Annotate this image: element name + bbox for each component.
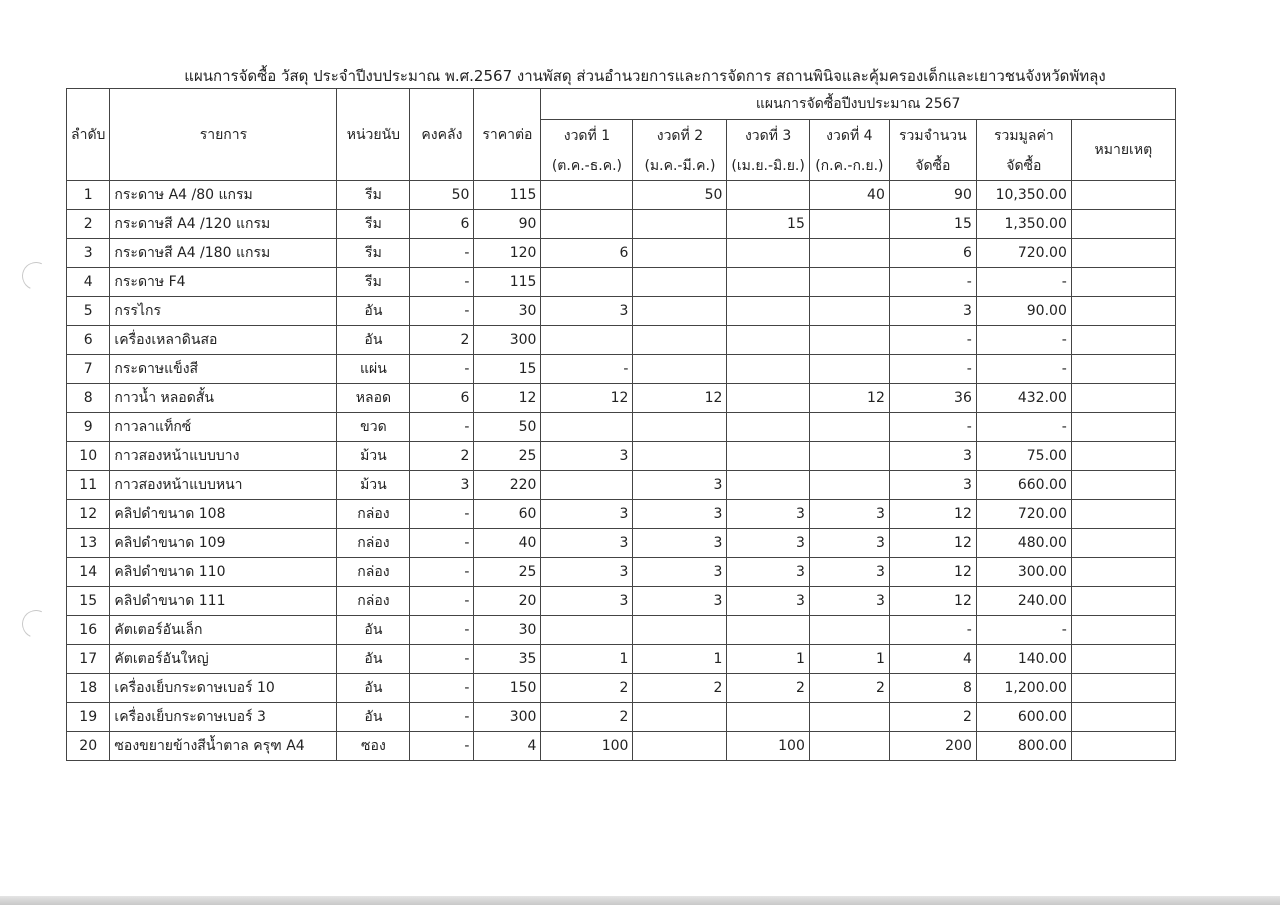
row-q1: 3: [541, 587, 633, 616]
table-row: [67, 558, 1176, 587]
row-stock: -: [410, 558, 474, 587]
row-price: 30: [474, 297, 541, 326]
row-total-qty: 15: [889, 210, 976, 239]
table-row: [67, 529, 1176, 558]
row-unit: อัน: [337, 297, 410, 326]
row-unit: รีม: [337, 268, 410, 297]
row-stock: -: [410, 645, 474, 674]
table-row: [67, 645, 1176, 674]
row-q4: 2: [809, 674, 889, 703]
row-stock: 3: [410, 471, 474, 500]
row-q2: 2: [633, 674, 727, 703]
row-q2: [633, 703, 727, 732]
row-total-value: 720.00: [976, 239, 1071, 268]
row-q4: [809, 210, 889, 239]
row-item: กระดาษ A4 /80 แกรม: [110, 181, 337, 210]
row-stock: -: [410, 732, 474, 761]
row-q1: [541, 616, 633, 645]
row-total-qty: 8: [889, 674, 976, 703]
row-stock: 2: [410, 442, 474, 471]
row-unit: กล่อง: [337, 587, 410, 616]
table-row: [67, 732, 1176, 761]
header-total-value-2: จัดซื้อ: [976, 152, 1071, 181]
row-q3: [727, 326, 809, 355]
row-remark: [1071, 413, 1175, 442]
table-row: [67, 297, 1176, 326]
row-q2: [633, 732, 727, 761]
row-price: 60: [474, 500, 541, 529]
row-q1: 3: [541, 500, 633, 529]
row-q4: 12: [809, 384, 889, 413]
header-total-qty: รวมจำนวน: [889, 120, 976, 153]
row-item: กาวสองหน้าแบบหนา: [110, 471, 337, 500]
row-price: 25: [474, 558, 541, 587]
row-stock: 50: [410, 181, 474, 210]
table-row: [67, 442, 1176, 471]
row-q3: 3: [727, 587, 809, 616]
row-total-value: 1,200.00: [976, 674, 1071, 703]
row-unit: ซอง: [337, 732, 410, 761]
row-q4: [809, 297, 889, 326]
row-q2: [633, 355, 727, 384]
row-no: 9: [67, 413, 110, 442]
row-remark: [1071, 239, 1175, 268]
row-q2: 12: [633, 384, 727, 413]
row-q1: 3: [541, 558, 633, 587]
row-total-qty: 2: [889, 703, 976, 732]
header-q4: งวดที่ 4: [809, 120, 889, 153]
row-remark: [1071, 500, 1175, 529]
row-stock: 2: [410, 326, 474, 355]
row-no: 14: [67, 558, 110, 587]
row-unit: กล่อง: [337, 558, 410, 587]
row-price: 12: [474, 384, 541, 413]
row-q3: [727, 268, 809, 297]
row-no: 17: [67, 645, 110, 674]
row-q1: [541, 326, 633, 355]
header-no: ลำดับ: [67, 89, 110, 181]
table-row: [67, 268, 1176, 297]
row-total-value: 90.00: [976, 297, 1071, 326]
header-item: รายการ: [110, 89, 337, 181]
row-unit: อัน: [337, 616, 410, 645]
row-q4: [809, 703, 889, 732]
row-unit: รีม: [337, 239, 410, 268]
row-q1: [541, 268, 633, 297]
row-unit: อัน: [337, 674, 410, 703]
row-stock: -: [410, 413, 474, 442]
row-remark: [1071, 587, 1175, 616]
row-no: 3: [67, 239, 110, 268]
row-total-qty: 90: [889, 181, 976, 210]
row-no: 1: [67, 181, 110, 210]
row-item: กระดาษสี A4 /180 แกรม: [110, 239, 337, 268]
row-no: 12: [67, 500, 110, 529]
row-total-value: 660.00: [976, 471, 1071, 500]
row-price: 15: [474, 355, 541, 384]
row-total-value: 600.00: [976, 703, 1071, 732]
row-q2: [633, 210, 727, 239]
row-remark: [1071, 703, 1175, 732]
header-unit: หน่วยนับ: [337, 89, 410, 181]
row-remark: [1071, 181, 1175, 210]
row-total-qty: 3: [889, 471, 976, 500]
row-q1: 12: [541, 384, 633, 413]
row-price: 120: [474, 239, 541, 268]
row-unit: ขวด: [337, 413, 410, 442]
row-remark: [1071, 558, 1175, 587]
row-total-qty: 200: [889, 732, 976, 761]
row-no: 19: [67, 703, 110, 732]
row-q1: 3: [541, 297, 633, 326]
row-no: 2: [67, 210, 110, 239]
row-total-value: 240.00: [976, 587, 1071, 616]
row-q1: 3: [541, 529, 633, 558]
row-remark: [1071, 297, 1175, 326]
table-row: [67, 413, 1176, 442]
row-q1: [541, 181, 633, 210]
row-price: 40: [474, 529, 541, 558]
row-q1: [541, 471, 633, 500]
row-q1: 100: [541, 732, 633, 761]
row-total-value: 140.00: [976, 645, 1071, 674]
row-q3: [727, 239, 809, 268]
row-q1: 2: [541, 703, 633, 732]
header-total-value: รวมมูลค่า: [976, 120, 1071, 153]
row-q4: [809, 355, 889, 384]
row-remark: [1071, 326, 1175, 355]
row-item: เครื่องเหลาดินสอ: [110, 326, 337, 355]
row-no: 5: [67, 297, 110, 326]
row-item: กระดาษสี A4 /120 แกรม: [110, 210, 337, 239]
row-item: คลิปดำขนาด 110: [110, 558, 337, 587]
header-q4-range: (ก.ค.-ก.ย.): [809, 152, 889, 181]
row-q4: 3: [809, 587, 889, 616]
row-item: กรรไกร: [110, 297, 337, 326]
row-total-qty: 4: [889, 645, 976, 674]
row-q3: [727, 471, 809, 500]
row-q2: 3: [633, 471, 727, 500]
header-remark: หมายเหตุ: [1071, 120, 1175, 181]
row-stock: -: [410, 529, 474, 558]
row-q3: [727, 703, 809, 732]
row-q1: [541, 210, 633, 239]
row-price: 150: [474, 674, 541, 703]
header-q2: งวดที่ 2: [633, 120, 727, 153]
table-row: [67, 384, 1176, 413]
row-item: คัตเตอร์อันเล็ก: [110, 616, 337, 645]
row-stock: -: [410, 616, 474, 645]
row-remark: [1071, 442, 1175, 471]
table-row: [67, 471, 1176, 500]
row-total-value: 300.00: [976, 558, 1071, 587]
row-q4: [809, 616, 889, 645]
row-total-qty: -: [889, 326, 976, 355]
row-q2: 3: [633, 587, 727, 616]
row-stock: -: [410, 297, 474, 326]
row-total-value: -: [976, 413, 1071, 442]
row-total-value: 480.00: [976, 529, 1071, 558]
row-q4: [809, 413, 889, 442]
row-price: 90: [474, 210, 541, 239]
row-q4: [809, 326, 889, 355]
row-stock: -: [410, 703, 474, 732]
table-row: [67, 239, 1176, 268]
row-q3: [727, 355, 809, 384]
row-remark: [1071, 732, 1175, 761]
row-total-value: -: [976, 326, 1071, 355]
table-row: [67, 674, 1176, 703]
row-total-value: 1,350.00: [976, 210, 1071, 239]
row-unit: แผ่น: [337, 355, 410, 384]
row-total-qty: 3: [889, 297, 976, 326]
row-total-value: -: [976, 268, 1071, 297]
header-q2-range: (ม.ค.-มี.ค.): [633, 152, 727, 181]
row-stock: 6: [410, 384, 474, 413]
row-total-qty: 36: [889, 384, 976, 413]
row-total-qty: -: [889, 355, 976, 384]
procurement-table: [66, 88, 1176, 761]
header-total-qty-2: จัดซื้อ: [889, 152, 976, 181]
row-unit: กล่อง: [337, 529, 410, 558]
row-item: คลิปดำขนาด 109: [110, 529, 337, 558]
punch-hole-mark: [18, 606, 54, 642]
row-no: 7: [67, 355, 110, 384]
row-item: กระดาษ F4: [110, 268, 337, 297]
row-unit: ม้วน: [337, 442, 410, 471]
row-q3: 3: [727, 529, 809, 558]
row-q2: [633, 297, 727, 326]
row-no: 8: [67, 384, 110, 413]
table-row: [67, 181, 1176, 210]
row-remark: [1071, 529, 1175, 558]
header-q1-range: (ต.ค.-ธ.ค.): [541, 152, 633, 181]
row-stock: -: [410, 674, 474, 703]
table-row: [67, 703, 1176, 732]
row-q4: [809, 732, 889, 761]
row-price: 25: [474, 442, 541, 471]
row-q2: 3: [633, 529, 727, 558]
row-q4: [809, 442, 889, 471]
row-total-qty: 12: [889, 500, 976, 529]
row-q3: 15: [727, 210, 809, 239]
row-item: กระดาษแข็งสี: [110, 355, 337, 384]
header-q3: งวดที่ 3: [727, 120, 809, 153]
row-no: 11: [67, 471, 110, 500]
row-total-qty: -: [889, 616, 976, 645]
row-q2: 1: [633, 645, 727, 674]
row-q4: 3: [809, 558, 889, 587]
row-price: 35: [474, 645, 541, 674]
row-total-value: 432.00: [976, 384, 1071, 413]
row-price: 300: [474, 703, 541, 732]
row-q1: 1: [541, 645, 633, 674]
row-item: กาวสองหน้าแบบบาง: [110, 442, 337, 471]
row-q3: [727, 181, 809, 210]
row-item: กาวลาแท็กซ์: [110, 413, 337, 442]
row-total-value: 10,350.00: [976, 181, 1071, 210]
row-no: 16: [67, 616, 110, 645]
row-item: กาวน้ำ หลอดสั้น: [110, 384, 337, 413]
row-item: คลิปดำขนาด 108: [110, 500, 337, 529]
row-total-qty: 12: [889, 558, 976, 587]
row-q2: [633, 413, 727, 442]
page-title: แผนการจัดซื้อ วัสดุ ประจำปีงบประมาณ พ.ศ.2567 งานพัสดุ ส่วนอำนวยการและการจัดการ สถานพินิจและคุ้มครองเด็กและเยาวชนจังหวัดพัทลุง: [184, 67, 1106, 85]
row-remark: [1071, 355, 1175, 384]
row-no: 20: [67, 732, 110, 761]
row-q2: 3: [633, 500, 727, 529]
row-no: 6: [67, 326, 110, 355]
header-q3-range: (เม.ย.-มิ.ย.): [727, 152, 809, 181]
punch-hole-mark: [18, 258, 54, 294]
row-unit: รีม: [337, 181, 410, 210]
row-total-qty: 6: [889, 239, 976, 268]
row-total-qty: -: [889, 268, 976, 297]
header-q1: งวดที่ 1: [541, 120, 633, 153]
row-q1: 3: [541, 442, 633, 471]
row-total-qty: 12: [889, 587, 976, 616]
row-remark: [1071, 268, 1175, 297]
row-q3: 2: [727, 674, 809, 703]
table-row: [67, 355, 1176, 384]
row-item: เครื่องเย็บกระดาษเบอร์ 10: [110, 674, 337, 703]
table-row: [67, 587, 1176, 616]
row-item: เครื่องเย็บกระดาษเบอร์ 3: [110, 703, 337, 732]
row-q2: [633, 616, 727, 645]
row-q3: 3: [727, 500, 809, 529]
row-price: 300: [474, 326, 541, 355]
row-price: 50: [474, 413, 541, 442]
row-remark: [1071, 645, 1175, 674]
table-body: [67, 181, 1176, 761]
row-no: 13: [67, 529, 110, 558]
row-price: 4: [474, 732, 541, 761]
row-q3: [727, 413, 809, 442]
row-unit: กล่อง: [337, 500, 410, 529]
row-q3: [727, 297, 809, 326]
row-no: 18: [67, 674, 110, 703]
row-no: 10: [67, 442, 110, 471]
row-q1: [541, 413, 633, 442]
row-q2: 50: [633, 181, 727, 210]
row-price: 20: [474, 587, 541, 616]
table-row: [67, 326, 1176, 355]
row-total-value: 800.00: [976, 732, 1071, 761]
table-row: [67, 500, 1176, 529]
row-stock: -: [410, 355, 474, 384]
row-q4: [809, 471, 889, 500]
row-q4: 40: [809, 181, 889, 210]
row-remark: [1071, 210, 1175, 239]
row-q1: 6: [541, 239, 633, 268]
row-unit: รีม: [337, 210, 410, 239]
row-unit: อัน: [337, 326, 410, 355]
row-stock: -: [410, 268, 474, 297]
row-q3: 1: [727, 645, 809, 674]
row-remark: [1071, 471, 1175, 500]
table-row: [67, 616, 1176, 645]
row-remark: [1071, 616, 1175, 645]
row-unit: หลอด: [337, 384, 410, 413]
row-q2: 3: [633, 558, 727, 587]
row-total-qty: -: [889, 413, 976, 442]
row-remark: [1071, 384, 1175, 413]
row-price: 220: [474, 471, 541, 500]
row-no: 4: [67, 268, 110, 297]
table-header: [67, 89, 1176, 181]
row-unit: อัน: [337, 703, 410, 732]
row-total-value: -: [976, 616, 1071, 645]
row-q4: 3: [809, 529, 889, 558]
table-row: [67, 210, 1176, 239]
row-remark: [1071, 674, 1175, 703]
row-total-value: -: [976, 355, 1071, 384]
row-total-value: 75.00: [976, 442, 1071, 471]
row-stock: -: [410, 500, 474, 529]
row-unit: อัน: [337, 645, 410, 674]
row-item: ซองขยายข้างสีน้ำตาล ครุฑ A4: [110, 732, 337, 761]
header-stock: คงคลัง: [410, 89, 474, 181]
header-plan: แผนการจัดซื้อปีงบประมาณ 2567: [541, 89, 1175, 120]
page-edge: [0, 896, 1280, 905]
row-q4: [809, 268, 889, 297]
row-q3: 3: [727, 558, 809, 587]
row-item: คลิปดำขนาด 111: [110, 587, 337, 616]
row-q2: [633, 326, 727, 355]
row-price: 30: [474, 616, 541, 645]
row-q4: 3: [809, 500, 889, 529]
row-q1: 2: [541, 674, 633, 703]
row-q2: [633, 442, 727, 471]
row-price: 115: [474, 268, 541, 297]
row-q3: [727, 384, 809, 413]
row-no: 15: [67, 587, 110, 616]
row-q4: [809, 239, 889, 268]
row-total-qty: 12: [889, 529, 976, 558]
header-price: ราคาต่อ: [474, 89, 541, 181]
row-total-qty: 3: [889, 442, 976, 471]
row-q3: [727, 616, 809, 645]
row-q3: 100: [727, 732, 809, 761]
row-q2: [633, 239, 727, 268]
row-q3: [727, 442, 809, 471]
row-stock: -: [410, 239, 474, 268]
row-stock: 6: [410, 210, 474, 239]
row-unit: ม้วน: [337, 471, 410, 500]
row-q1: -: [541, 355, 633, 384]
row-stock: -: [410, 587, 474, 616]
row-q2: [633, 268, 727, 297]
row-item: คัตเตอร์อันใหญ่: [110, 645, 337, 674]
row-total-value: 720.00: [976, 500, 1071, 529]
row-q4: 1: [809, 645, 889, 674]
row-price: 115: [474, 181, 541, 210]
